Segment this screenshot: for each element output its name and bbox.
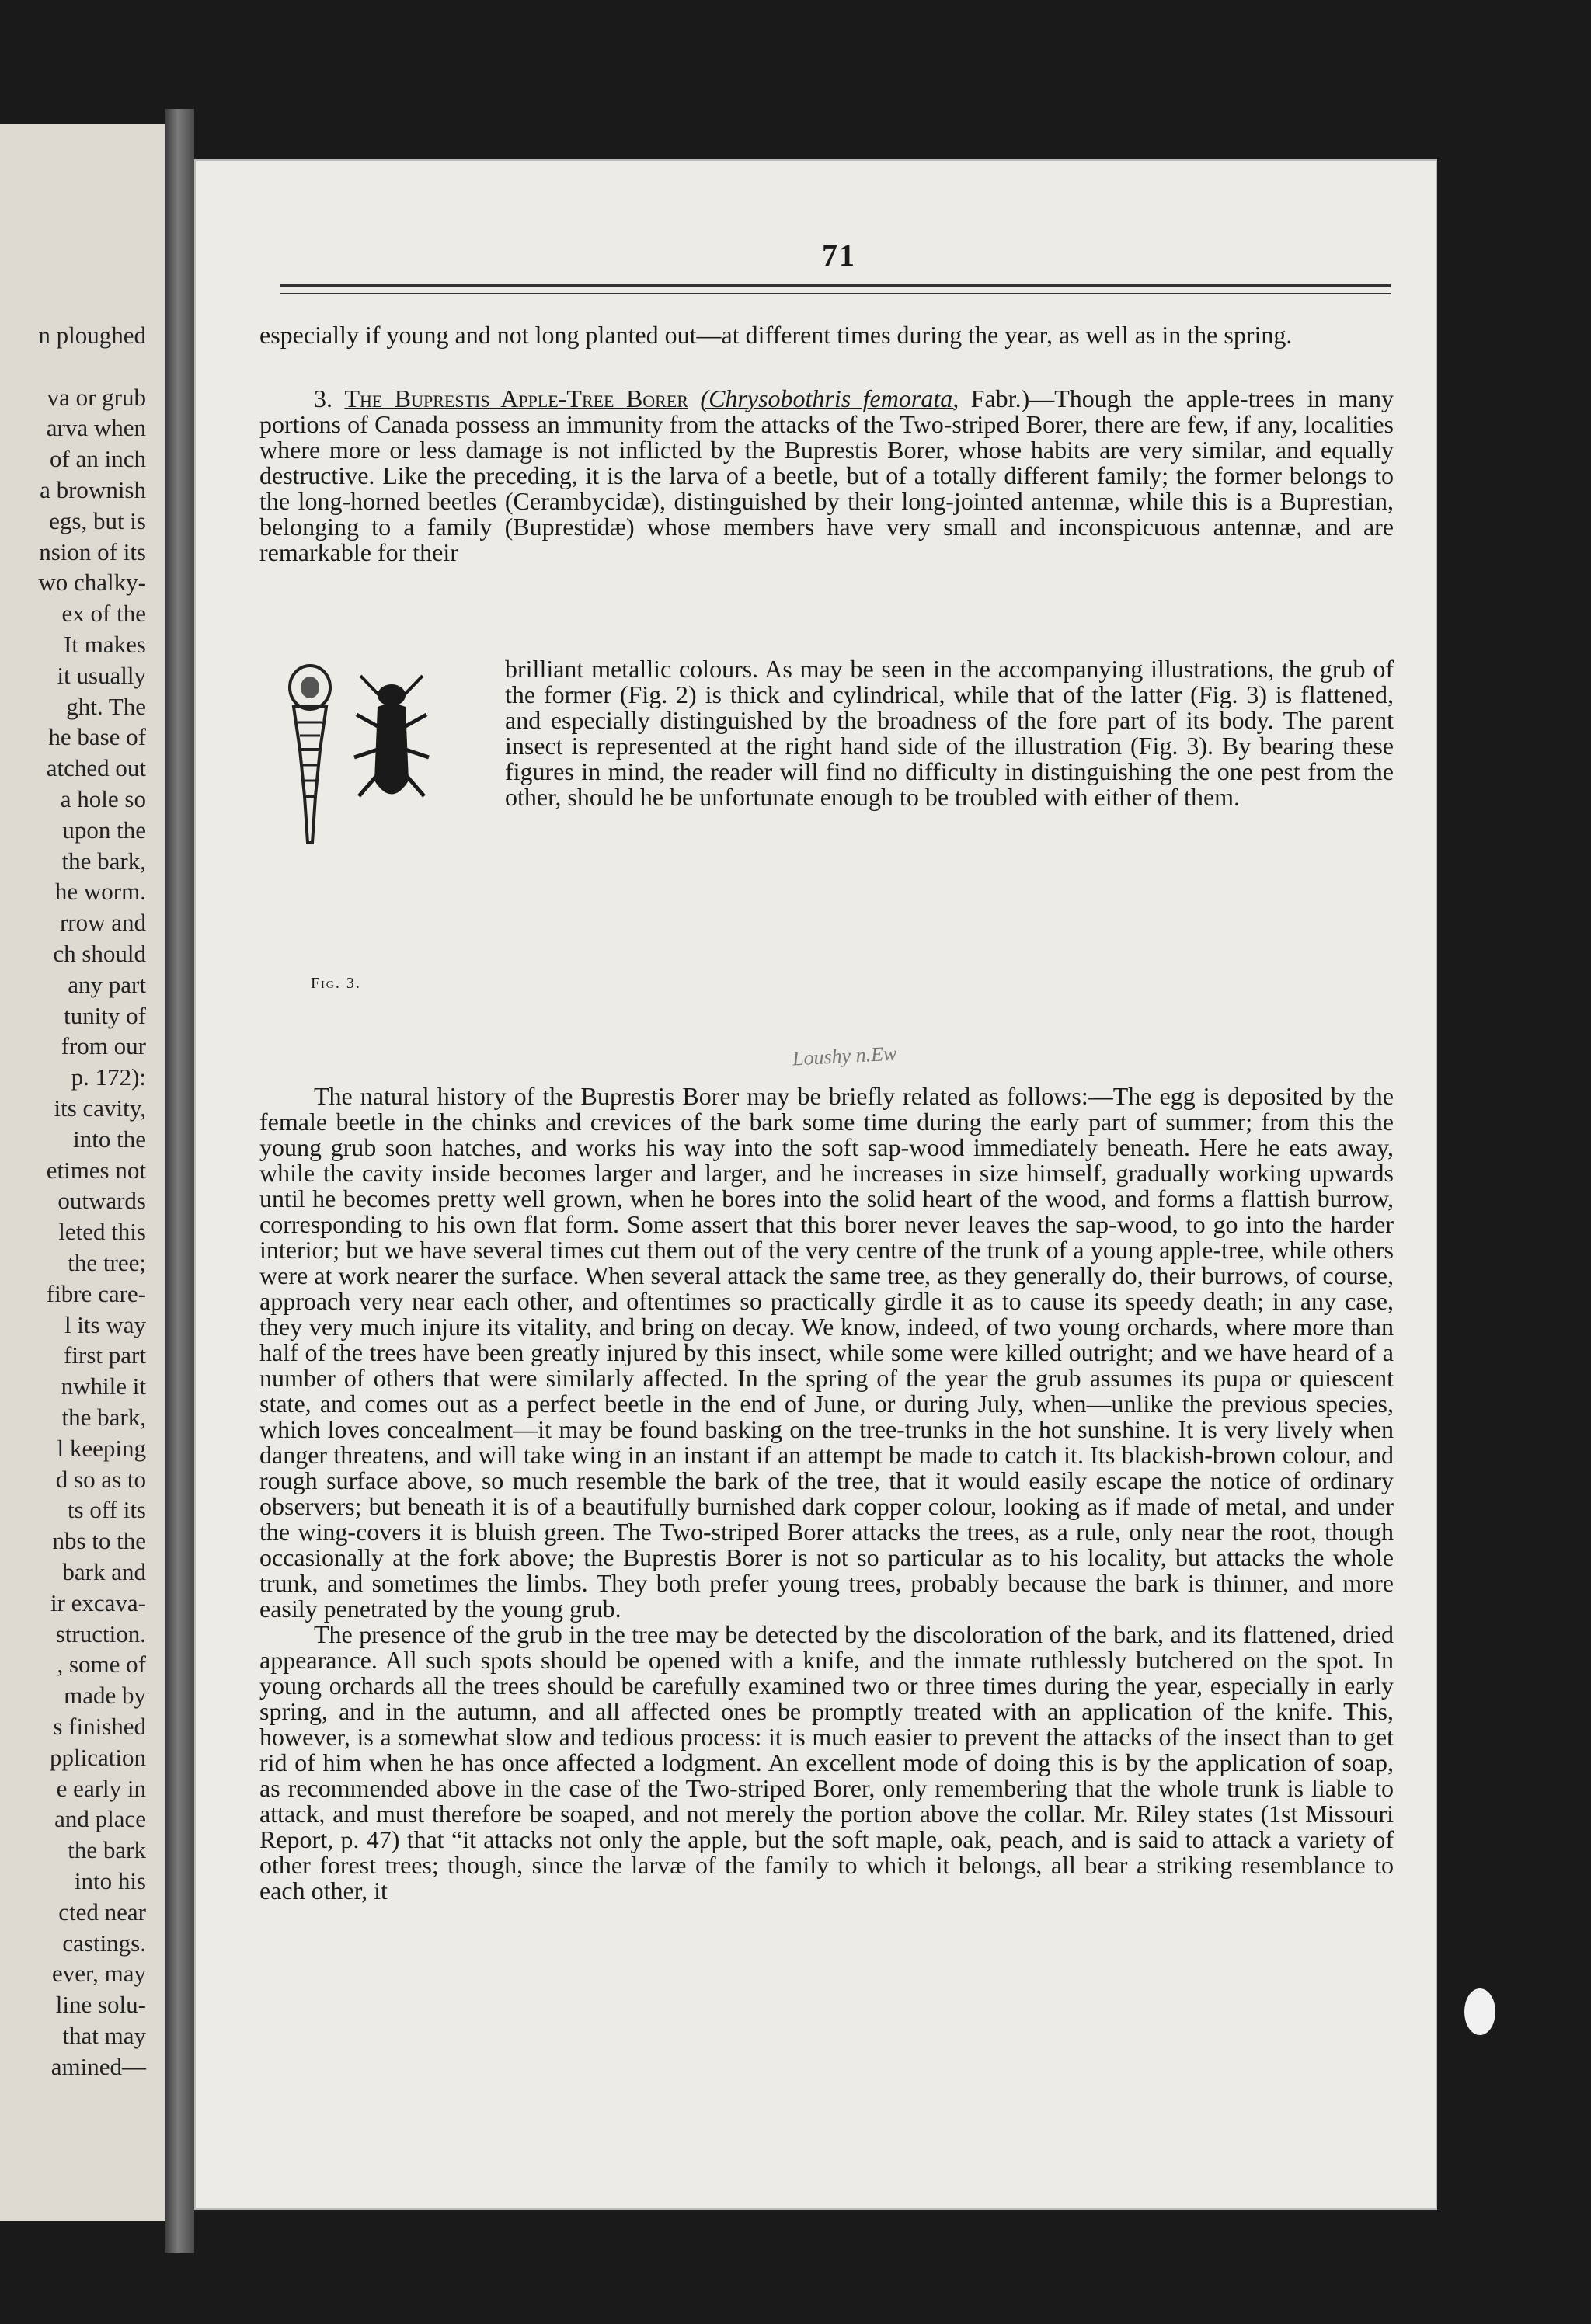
section-3: [259, 386, 1394, 565]
left-page-line: into the: [73, 1125, 146, 1153]
left-page-line: l its way: [64, 1310, 146, 1338]
section-species: (Chrysobothris femorata,: [700, 384, 959, 412]
paragraph-3: The presence of the grub in the tree may be detected by the discoloration of the bark, and its flattened, dried appearance. All such spots should be opened with a knife, and the inmate ruthlessly butchered on the spot. In young orchards all the trees should be carefully examined two or three times during the year, especially in early spring, and in the autumn, and all affected ones be promptly treated with an application of the knife. This, however, is a somewhat slow and tedious process: it is much easier to prevent the attacks of the insect than to get rid of him when he has once affected a lodgment. An excellent mode of doing this is by the application of soap, as recommended above in the case of the Two-striped Borer, only remembering that the whole trunk is liable to attack, and must therefore be soaped, and not merely the portion above the collar. Mr. Riley states (1st Missouri Report, p. 47) that “it attacks not only the apple, but the soft maple, oak, peach, and is said to attack a variety of other forest trees; though, since the larvæ of the family to which it belongs, all bear a striking resemblance to each other, it: [259, 1620, 1394, 1905]
left-page-line: a hole so: [60, 785, 146, 812]
left-page-line: p. 172):: [71, 1063, 146, 1091]
page-number: 71: [822, 238, 856, 273]
left-page-line: and place: [54, 1805, 146, 1833]
header-rule: [280, 284, 1391, 287]
handwritten-note: Loushy n.Ew: [792, 1042, 897, 1070]
left-page-line: , some of: [57, 1651, 146, 1679]
left-page-line: atched out: [46, 754, 146, 782]
header-rule-thin: [280, 293, 1391, 294]
left-page-line: l keeping: [57, 1434, 146, 1462]
left-page-line: ch should: [53, 940, 146, 967]
left-page-line: egs, but is: [49, 506, 146, 534]
left-page-line: arva when: [46, 414, 146, 442]
left-page-line: bark and: [62, 1558, 146, 1585]
left-page-line: outwards: [57, 1187, 146, 1215]
left-page-line: va or grub: [47, 383, 146, 411]
left-page-line: of an inch: [50, 445, 146, 473]
left-page-line: ir excava-: [50, 1588, 146, 1616]
book-page: [194, 159, 1437, 2210]
left-page-line: wo chalky-: [38, 569, 146, 597]
left-page-line: rrow and: [59, 909, 146, 937]
left-page-line: ts off its: [67, 1496, 146, 1524]
left-page-line: etimes not: [46, 1156, 146, 1184]
book-gutter: [165, 109, 194, 2253]
left-page-line: amined—: [50, 2052, 146, 2080]
left-page-line: nsion of its: [39, 538, 146, 565]
left-page-line: the tree;: [68, 1249, 146, 1276]
left-page-line: tunity of: [64, 1001, 146, 1029]
left-page-line: from our: [61, 1032, 146, 1060]
section-text: —Though the apple-trees in many portions of Canada possess an immunity from the attacks of the Two-striped Borer, there are few, if any, localities where more or less damage is not inflicted by the Buprestis Borer, whose habits are very similar, and equally destructive. Like the preceding, it is the larva of a beetle, but of a totally different family; the former belongs to the long-horned beetles (Cerambycidæ), distinguished by their long-jointed antennæ, while this is a Buprestian, belonging to a family (Buprestidæ) whose members have very small and inconspicuous antennæ, and are remarkable for their: [259, 384, 1394, 566]
left-page-line: n ploughed: [38, 322, 146, 349]
left-page-line: pplication: [50, 1743, 146, 1771]
left-page-line: nwhile it: [61, 1372, 146, 1400]
left-page-line: It makes: [64, 631, 146, 658]
left-page-line: cted near: [58, 1898, 146, 1926]
left-page-line: fibre care-: [46, 1279, 146, 1307]
left-page-line: any part: [68, 970, 146, 998]
left-page-line: ever, may: [52, 1960, 146, 1988]
previous-page-fragment: [0, 124, 165, 2221]
figure-caption: Fig. 3.: [311, 975, 361, 992]
intro-line: especially if young and not long planted out—at different times during the year, as well as in the spring.: [259, 321, 1293, 349]
left-page-line: first part: [64, 1341, 146, 1369]
left-page-line: ex of the: [61, 600, 146, 628]
left-page-line: e early in: [56, 1774, 146, 1802]
left-page-line: s finished: [53, 1713, 146, 1740]
figure-3-illustration: [259, 656, 438, 1021]
intro-text: [259, 322, 1394, 348]
left-page-line: the bark,: [61, 1404, 146, 1431]
left-page-line: castings.: [62, 1929, 146, 1957]
figure-side-paragraph: brilliant metallic colours. As may be seen in the accompanying illustrations, the grub of the former (Fig. 2) is thick and cylindrical, while that of the latter (Fig. 3) is flattened, and especially distinguished by the broadness of the fore part of its body. The parent insect is represented at the right hand side of the illustration (Fig. 3). By bearing these figures in mind, the reader will find no difficulty in distinguishing the one pest from the other, should he be unfortunate enough to be troubled with either of them.: [505, 655, 1394, 811]
figure-side-text: [505, 656, 1394, 810]
left-page-line: a brownish: [40, 476, 146, 503]
body-text: [259, 1084, 1394, 1904]
left-page-line: into his: [74, 1867, 146, 1894]
left-page-line: ght. The: [66, 692, 146, 720]
beetle-icon: [354, 676, 429, 796]
left-page-line: the bark: [68, 1836, 146, 1864]
left-page-line: it usually: [57, 661, 146, 689]
paragraph-2: The natural history of the Buprestis Borer may be briefly related as follows:—The egg is deposited by the female beetle in the chinks and crevices of the bark some time during the early part of summer; from this the young grub soon hatches, and works his way into the soft sap-wood immediately beneath. Here he eats away, while the cavity inside becomes larger and larger, and he increases in size himself, gradually working upwards until he becomes pretty well grown, when he bores into the solid heart of the wood, and forms a flattish burrow, corresponding to his own flat form. Some assert that this borer never leaves the sap-wood, to go into the harder interior; but we have several times cut them out of the very centre of the trunk of a young apple-tree, while others were at work nearer the surface. When several attack the same tree, as they generally do, their burrows, of course, approach very near each other, and oftentimes so practically girdle it as to cause its speedy death; in any case, they very much injure its vitality, and bring on decay. We know, indeed, of two young orchards, where more than half of the trees have been greatly injured by this insect, while some were killed outright; and we have heard of a number of others that were similarly affected. In the spring of the year the grub assumes its pupa or quiescent state, and comes out as a perfect beetle in the end of June, or during July, when—unlike the previous species, which loves concealment—it may be found basking on the tree-trunks in the hot sunshine. It is very lively when danger threatens, and will take wing in an instant if an attempt be made to catch it. Its blackish-brown colour, and rough surface above, so much resemble the bark of the tree, that it would easily escape the notice of ordinary observers; but beneath it is of a beautifully burnished dark copper colour, looking as if made of metal, and under the wing-covers it is bluish green. The Two-striped Borer attacks the trees, as a rule, only near the root, though occasionally at the fork above; the Buprestis Borer is not so particular as to his locality, but attacks the whole trunk, and sometimes the limbs. They both prefer young trees, probably because the bark is thinner, and more easily penetrated by the young grub.: [259, 1082, 1394, 1623]
left-page-line: nbs to the: [52, 1527, 146, 1555]
left-page-line: d so as to: [55, 1465, 146, 1493]
left-page-line: upon the: [62, 816, 146, 844]
left-page-line: that may: [62, 2022, 146, 2049]
left-page-line: he worm.: [54, 878, 146, 906]
left-page-line: made by: [64, 1682, 146, 1710]
left-page-line: he base of: [48, 723, 146, 751]
left-page-line: leted this: [58, 1218, 146, 1246]
left-page-line: line solu-: [55, 1991, 146, 2019]
left-page-line: its cavity,: [54, 1094, 146, 1122]
grub-and-beetle-icon: [259, 656, 438, 967]
left-page-line: struction.: [55, 1619, 146, 1647]
grub-icon: [290, 666, 330, 843]
section-title: The Buprestis Apple-Tree Borer: [344, 384, 688, 412]
section-author: Fabr.): [970, 384, 1030, 412]
left-page-line: the bark,: [61, 847, 146, 875]
speck: [1464, 1988, 1495, 2035]
section-number: 3.: [314, 384, 332, 412]
